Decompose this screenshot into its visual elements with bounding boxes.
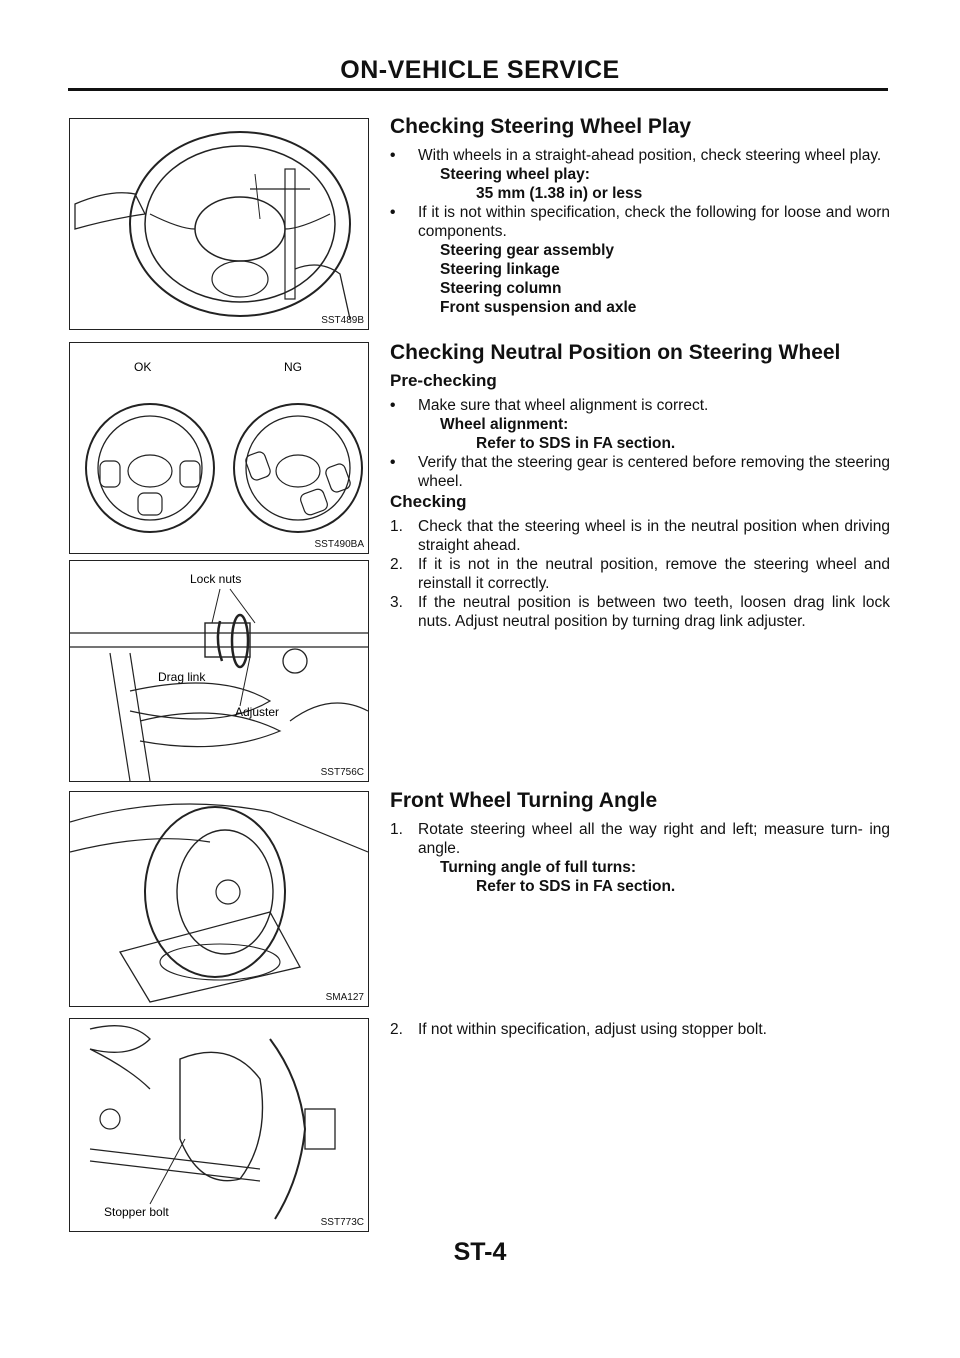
spec-value: Refer to SDS in FA section.	[476, 878, 676, 895]
label-lock-nuts: Lock nuts	[190, 572, 242, 586]
step-number: 1.	[390, 518, 403, 535]
step-text: Check that the steering wheel is in the neutral position when driving straight ahead.	[418, 518, 890, 554]
step-text: If it is not in the neutral position, remove the steering wheel and reinstall it correctly.	[418, 556, 890, 592]
step-number: 3.	[390, 594, 403, 611]
spec-label: Steering wheel play:	[440, 166, 590, 183]
component-item: Front suspension and axle	[440, 299, 637, 316]
component-item: Steering gear assembly	[440, 242, 615, 259]
step-item	[390, 820, 890, 858]
bullet-text: With wheels in a straight-ahead position, check steering wheel play.	[418, 147, 882, 164]
step-item	[390, 1020, 890, 1039]
step-number: 2.	[390, 1021, 403, 1038]
bullet-item	[390, 396, 890, 415]
step-number: 2.	[390, 556, 403, 573]
section-neutral-position	[390, 340, 890, 631]
spec-label: Wheel alignment:	[440, 416, 569, 433]
section-turning-angle	[390, 788, 890, 896]
steering-wheel-play-illustration	[70, 119, 368, 329]
step-item	[390, 555, 890, 593]
label-stopper-bolt: Stopper bolt	[104, 1205, 169, 1219]
spec-value: 35 mm (1.38 in) or less	[476, 185, 643, 202]
bullet-item	[390, 203, 890, 241]
bullet-mark: •	[390, 147, 396, 164]
bullet-mark: •	[390, 204, 396, 221]
step-text: Rotate steering wheel all the way right and left; measure turn- ing angle.	[418, 821, 890, 857]
bullet-text: If it is not within specification, check the following for loose and worn components.	[418, 204, 890, 240]
drag-link-illustration	[70, 561, 368, 781]
figure-code: SST490BA	[314, 539, 364, 550]
label-drag-link: Drag link	[158, 670, 206, 684]
step-item	[390, 593, 890, 631]
step-number: 1.	[390, 821, 403, 838]
step-text: If the neutral position is between two teeth, loosen drag link lock nuts. Adjust neutral position by turning drag link adjuster.	[418, 594, 890, 630]
figure-neutral-position	[69, 342, 369, 554]
figure-stopper-bolt	[69, 1018, 369, 1232]
figure-code: SST773C	[320, 1217, 364, 1228]
subsection-title: Pre-checking	[390, 371, 497, 390]
figure-steering-wheel-play	[69, 118, 369, 330]
section-title: Checking Steering Wheel Play	[390, 115, 692, 138]
label-adjuster: Adjuster	[235, 705, 280, 719]
label-ng: NG	[284, 360, 302, 374]
component-item: Steering column	[440, 280, 562, 297]
bullet-mark: •	[390, 397, 396, 414]
step-text: If not within specification, adjust using stopper bolt.	[418, 1021, 767, 1038]
bullet-item	[390, 146, 890, 165]
figure-turning-angle	[69, 791, 369, 1007]
header-rule	[68, 88, 888, 91]
label-ok: OK	[134, 360, 152, 374]
figure-code: SMA127	[325, 992, 364, 1003]
bullet-text: Make sure that wheel alignment is correct.	[418, 397, 709, 414]
bullet-text: Verify that the steering gear is centered before removing the steering wheel.	[418, 454, 890, 490]
neutral-position-illustration	[70, 343, 368, 553]
turning-angle-illustration	[70, 792, 368, 1006]
spec-label: Turning angle of full turns:	[440, 859, 637, 876]
page-header-title: ON-VEHICLE SERVICE	[340, 56, 620, 84]
figure-code: SST489B	[321, 315, 364, 326]
section-title: Checking Neutral Position on Steering Wheel	[390, 341, 841, 364]
figure-drag-link	[69, 560, 369, 782]
stopper-bolt-illustration	[70, 1019, 368, 1231]
subsection-title: Checking	[390, 492, 467, 511]
bullet-mark: •	[390, 454, 396, 471]
component-item: Steering linkage	[440, 261, 560, 278]
spec-value: Refer to SDS in FA section.	[476, 435, 676, 452]
section-stopper-bolt-step	[390, 1020, 890, 1039]
figure-code: SST756C	[320, 767, 364, 778]
bullet-item	[390, 453, 890, 491]
page-number: ST-4	[453, 1238, 507, 1266]
section-title: Front Wheel Turning Angle	[390, 789, 658, 812]
step-item	[390, 517, 890, 555]
section-steering-wheel-play	[390, 114, 890, 317]
